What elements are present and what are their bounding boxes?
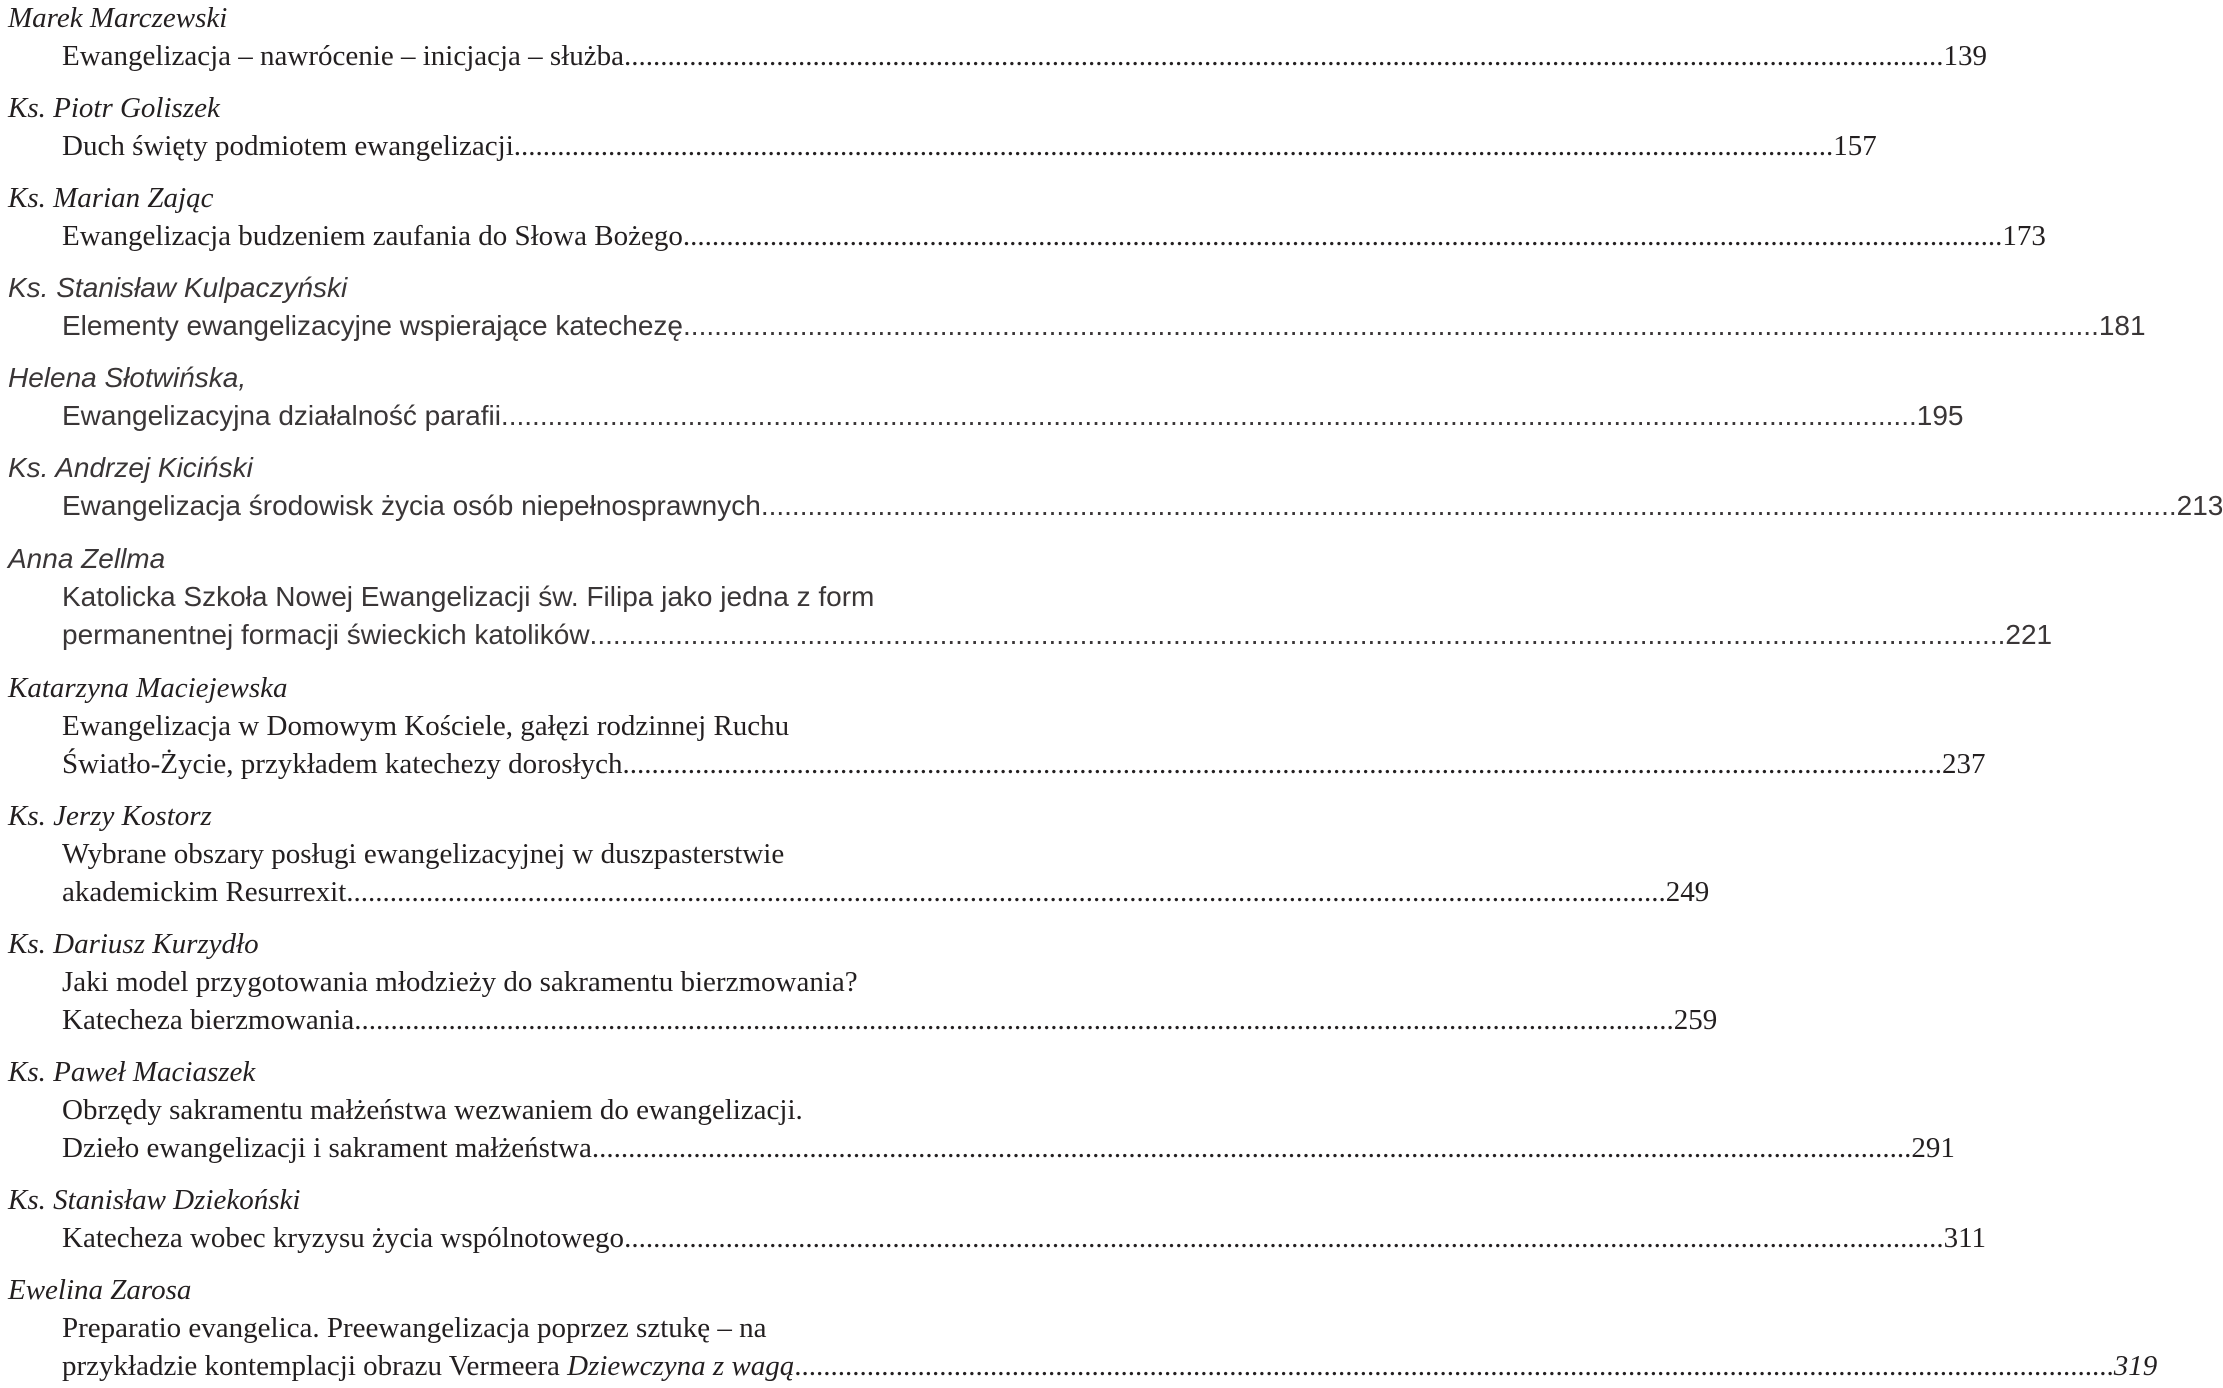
toc-title-line: Katolicka Szkoła Nowej Ewangelizacji św. Filipa jako jedna z form: [62, 581, 875, 612]
toc-page-number: 157: [1833, 130, 1877, 162]
toc-title-text: [62, 746, 622, 782]
toc-title-text-part: Ewangelizacja środowisk życia osób niepełnosprawnych: [62, 490, 761, 521]
toc-title-text-part: Ewangelizacja budzeniem zaufania do Słowa Bożego: [62, 220, 683, 252]
dot-leader: ......................................................................................................................................................................................: [682, 220, 2003, 252]
dot-leader: ......................................................................................................................................................................................: [760, 490, 2177, 521]
toc-author: Ewelina Zarosa: [8, 1274, 192, 1306]
toc-author: Marek Marczewski: [8, 2, 228, 34]
toc-title-text-part: Katecheza wobec kryzysu życia wspólnotowego: [62, 1222, 625, 1254]
dot-leader: ......................................................................................................................................................................................: [624, 40, 1944, 72]
toc-title-text-part: Duch święty podmiotem ewangelizacji: [62, 130, 514, 162]
toc-title-text-part: Katecheza bierzmowania: [62, 1004, 355, 1036]
toc-page-number: 181: [2098, 310, 2146, 341]
toc-title-text: [62, 38, 624, 74]
toc-title-last-line: [62, 1220, 1986, 1256]
toc-author: Ks. Stanisław Dziekoński: [8, 1184, 301, 1216]
toc-page-number: 195: [1916, 400, 1964, 431]
toc-title-text: [62, 617, 590, 653]
dot-leader: ......................................................................................................................................................................................: [622, 748, 1942, 780]
toc-title-last-line: [62, 398, 1964, 434]
toc-page-number: 249: [1665, 876, 1710, 908]
toc-page-number: 311: [1943, 1222, 1986, 1254]
toc-author: Anna Zellma: [8, 543, 166, 574]
toc-title-italic: Dziewczyna z wagą: [567, 1350, 795, 1382]
toc-page-number: 173: [2002, 220, 2046, 252]
toc-title-text: [62, 874, 346, 910]
toc-title-text: [62, 1220, 624, 1256]
toc-author: Katarzyna Maciejewska: [8, 672, 288, 704]
toc-title-text-part: permanentnej formacji świeckich katolików: [62, 619, 590, 650]
toc-page-number: 291: [1911, 1132, 1955, 1164]
toc-page-number: 259: [1673, 1004, 1718, 1036]
toc-author: Helena Słotwińska,: [8, 362, 247, 393]
toc-author: Ks. Marian Zając: [8, 182, 214, 214]
toc-title-text: [62, 128, 514, 164]
toc-author: Ks. Stanisław Kulpaczyński: [8, 272, 348, 303]
toc-title-last-line: [62, 1130, 1955, 1166]
toc-title-last-line: [62, 617, 2053, 653]
toc-title-line: Ewangelizacja w Domowym Kościele, gałęzi rodzinnej Ruchu: [62, 710, 790, 742]
toc-page-number: 221: [2005, 619, 2053, 650]
toc-title-last-line: [62, 38, 1988, 74]
toc-title-last-line: [62, 1348, 2158, 1384]
dot-leader: ......................................................................................................................................................................................: [589, 619, 2006, 650]
dot-leader: ......................................................................................................................................................................................: [354, 1004, 1674, 1036]
toc-page-number: 237: [1941, 748, 1986, 780]
toc-title-last-line: [62, 308, 2146, 344]
toc-title-last-line: [62, 128, 1877, 164]
toc-title-text-part: Światło-Życie, przykładem katechezy dorosłych: [62, 748, 623, 780]
toc-title-text: [62, 398, 501, 434]
toc-title-text: [62, 308, 683, 344]
dot-leader: ......................................................................................................................................................................................: [500, 400, 1917, 431]
toc-title-text: [62, 218, 683, 254]
toc-title-last-line: [62, 218, 2046, 254]
toc-page-number: 213: [2176, 490, 2223, 521]
toc-page-number: 319: [2113, 1350, 2158, 1382]
toc-title-text: [62, 488, 761, 524]
dot-leader: ......................................................................................................................................................................................: [624, 1222, 1944, 1254]
toc-title-text: [62, 1130, 592, 1166]
toc-title-text: [62, 1348, 794, 1384]
toc-title-line: Obrzędy sakramentu małżeństwa wezwaniem do ewangelizacji.: [62, 1094, 803, 1126]
dot-leader: ......................................................................................................................................................................................: [591, 1132, 1912, 1164]
toc-title-text-part: akademickim Resurrexit: [62, 876, 347, 908]
toc-author: Ks. Piotr Goliszek: [8, 92, 220, 124]
toc-title-line: Preparatio evangelica. Preewangelizacja poprzez sztukę – na: [62, 1312, 767, 1344]
toc-title-text-part: Elementy ewangelizacyjne wspierające katechezę: [62, 310, 684, 341]
toc-title-last-line: [62, 746, 1986, 782]
toc-title-line: Jaki model przygotowania młodzieży do sakramentu bierzmowania?: [62, 966, 858, 998]
toc-author: Ks. Paweł Maciaszek: [8, 1056, 256, 1088]
toc-title-text: [62, 1002, 354, 1038]
toc-title-last-line: [62, 874, 1710, 910]
toc-title-line: Wybrane obszary posługi ewangelizacyjnej w duszpasterstwie: [62, 838, 785, 870]
toc-title-text-part: Dzieło ewangelizacji i sakrament małżeństwa: [62, 1132, 592, 1164]
dot-leader: ......................................................................................................................................................................................: [683, 310, 2099, 341]
toc-author: Ks. Dariusz Kurzydło: [8, 928, 259, 960]
toc-title-last-line: [62, 1002, 1718, 1038]
toc-page-number: 139: [1943, 40, 1988, 72]
dot-leader: ......................................................................................................................................................................................: [346, 876, 1666, 908]
dot-leader: ......................................................................................................................................................................................: [794, 1350, 2114, 1382]
toc-author: Ks. Jerzy Kostorz: [8, 800, 212, 832]
toc-author: Ks. Andrzej Kiciński: [8, 452, 253, 483]
toc-title-text-part: przykładzie kontemplacji obrazu Vermeera: [62, 1350, 568, 1382]
toc-title-text-part: Ewangelizacyjna działalność parafii: [62, 400, 501, 431]
toc-title-last-line: [62, 488, 2223, 524]
dot-leader: ......................................................................................................................................................................................: [513, 130, 1834, 162]
toc-title-text-part: Ewangelizacja – nawrócenie – inicjacja – służba: [62, 40, 625, 72]
